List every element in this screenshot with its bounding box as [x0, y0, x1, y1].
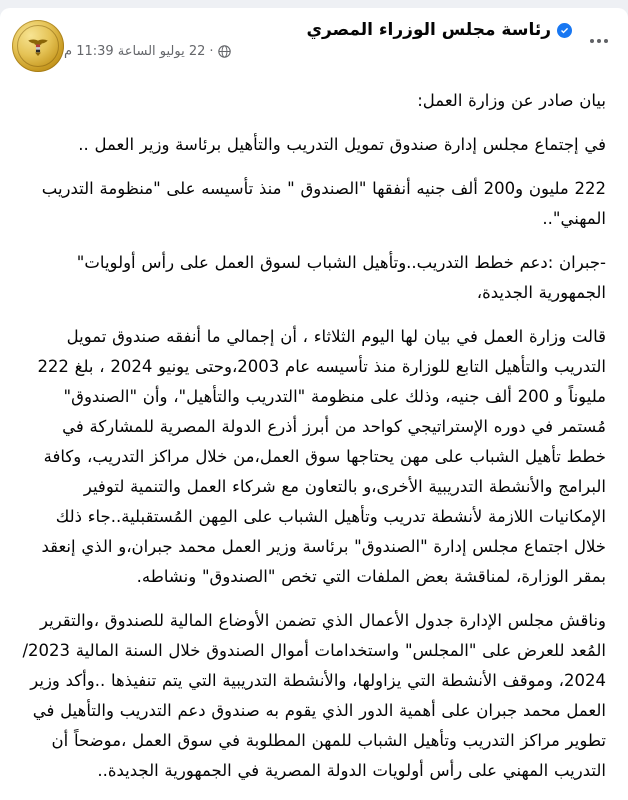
globe-icon[interactable] — [218, 45, 231, 58]
post-paragraph: في إجتماع مجلس إدارة صندوق تمويل التدريب والتأهيل برئاسة وزير العمل .. — [78, 135, 606, 154]
post-paragraph: -جبران :دعم خطط التدريب..وتأهيل الشباب لسوق العمل على رأس أولويات" الجمهورية الجديدة، — [76, 253, 606, 302]
post-meta-row — [64, 43, 572, 60]
avatar[interactable] — [12, 20, 64, 72]
post-paragraph: قالت وزارة العمل في بيان لها اليوم الثلاثاء ، أن إجمالي ما أنفقه صندوق تمويل التدريب والتأهيل التابع للوزارة منذ تأسيسه عام 2003،وحتى يونيو 2024 ، بلغ 222 مليوناً و 200 ألف جنيه، وذلك على منظومة "التدريب والتأهيل"، وأن "الصندوق" مُستمر في دوره الإستراتيجي كواحد من أبرز أذرع الدولة المصرية للمشاركة في خطط تأهيل الشباب على مهن يحتاجها سوق العمل،من خلال مراكز التدريب، وكافة البرامج والأنشطة التدريبية الأخرى،و بالتعاون مع شركاء العمل والتنمية لتوفير الإمكانيات اللازمة لأنشطة تدريب وتأهيل الشباب على المِهن المُستقبلية..جاء ذلك خلال اجتماع مجلس إدارة "الصندوق" برئاسة وزير العمل محمد جبران،و الذي إنعقد بمقر الوزارة، لمناقشة بعض الملفات التي تخص "الصندوق" ونشاطه. — [37, 327, 606, 586]
post-paragraph: وناقش مجلس الإدارة جدول الأعمال الذي تضمن الأوضاع المالية للصندوق ،والتقرير المُعد للعرض على "المجلس" واستخدامات أموال الصندوق خلال السنة المالية 2023/ 2024، وموقف الأنشطة التي يزاولها، والأنشطة التدريبية التي يتم تنفيذها ..وأكد وزير العمل محمد جبران على أهمية الدور الذي يقوم به صندوق دعم التدريب والتأهيل في تطوير مراكز التدريب وتأهيل الشباب للمهن المطلوبة في سوق العمل ،موضحاً أن التدريب المهني على رأس أولويات الدولة المصرية في الجمهورية الجديدة.. — [22, 611, 606, 780]
verified-badge-icon[interactable] — [557, 23, 572, 38]
post-author-block — [64, 18, 582, 60]
author-name-row — [64, 20, 572, 41]
meta-separator: · — [209, 44, 214, 59]
post-header — [0, 8, 628, 80]
post-paragraph: بيان صادر عن وزارة العمل: — [417, 91, 606, 110]
ellipsis-dot — [590, 39, 594, 43]
facebook-post-card — [0, 8, 628, 800]
post-more-options-button[interactable] — [582, 24, 616, 58]
egypt-eagle-emblem-icon — [25, 33, 51, 59]
post-timestamp[interactable]: 22 يوليو الساعة 11:39 م — [64, 44, 206, 59]
page-name[interactable]: رئاسة مجلس الوزراء المصري — [306, 20, 551, 40]
ellipsis-dot — [604, 39, 608, 43]
post-paragraph: 222 مليون و200 ألف جنيه أنفقها "الصندوق " منذ تأسيسه على "منظومة التدريب المهني".. — [41, 179, 606, 228]
ellipsis-dot — [597, 39, 601, 43]
post-body — [0, 80, 628, 786]
